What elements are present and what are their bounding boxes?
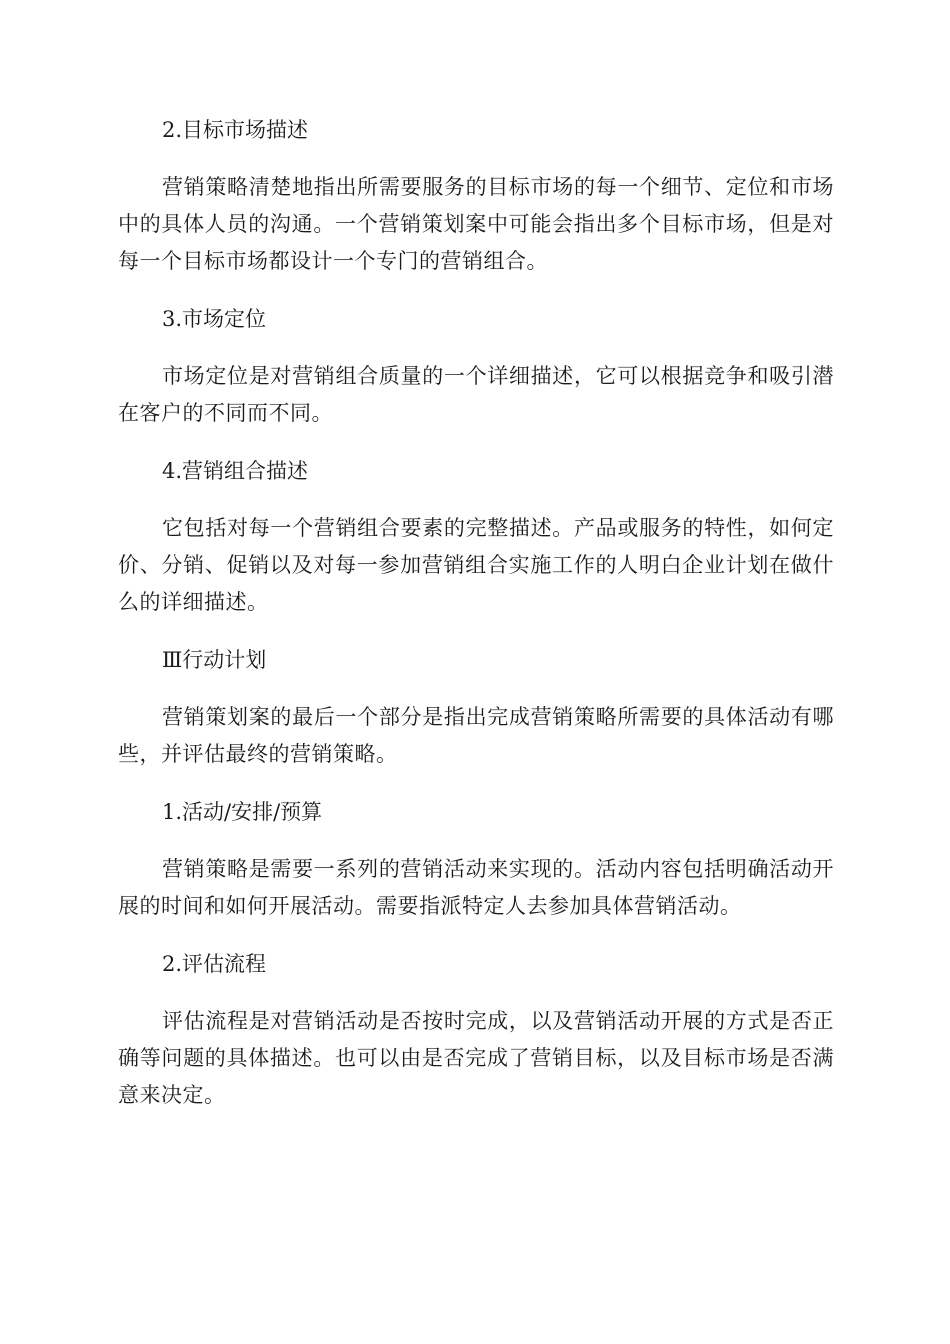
- paragraph-market-positioning: 市场定位是对营销组合质量的一个详细描述，它可以根据竞争和吸引潜在客户的不同而不同。: [118, 364, 834, 425]
- document-page: [118, 113, 834, 1136]
- section-heading-action-plan: Ⅲ行动计划: [162, 648, 267, 672]
- section-heading-target-market: 2.目标市场描述: [162, 118, 309, 142]
- section-heading-marketing-mix: 4.营销组合描述: [162, 459, 309, 483]
- paragraph-marketing-mix: 它包括对每一个营销组合要素的完整描述。产品或服务的特性，如何定价、分销、促销以及对每一参加营销组合实施工作的人明白企业计划在做什么的详细描述。: [118, 516, 834, 614]
- section-heading-market-positioning: 3.市场定位: [162, 307, 267, 331]
- section-heading-activities-budget: 1.活动/安排/预算: [162, 800, 323, 824]
- paragraph-activities-budget: 营销策略是需要一系列的营销活动来实现的。活动内容包括明确活动开展的时间和如何开展活动。需要指派特定人去参加具体营销活动。: [118, 857, 834, 918]
- paragraph-action-plan: 营销策划案的最后一个部分是指出完成营销策略所需要的具体活动有哪些，并评估最终的营销策略。: [118, 705, 834, 766]
- section-heading-evaluation-process: 2.评估流程: [162, 952, 267, 976]
- paragraph-target-market: 营销策略清楚地指出所需要服务的目标市场的每一个细节、定位和市场中的具体人员的沟通。一个营销策划案中可能会指出多个目标市场，但是对每一个目标市场都设计一个专门的营销组合。: [118, 175, 834, 273]
- paragraph-evaluation-process: 评估流程是对营销活动是否按时完成，以及营销活动开展的方式是否正确等问题的具体描述。也可以由是否完成了营销目标，以及目标市场是否满意来决定。: [118, 1009, 834, 1107]
